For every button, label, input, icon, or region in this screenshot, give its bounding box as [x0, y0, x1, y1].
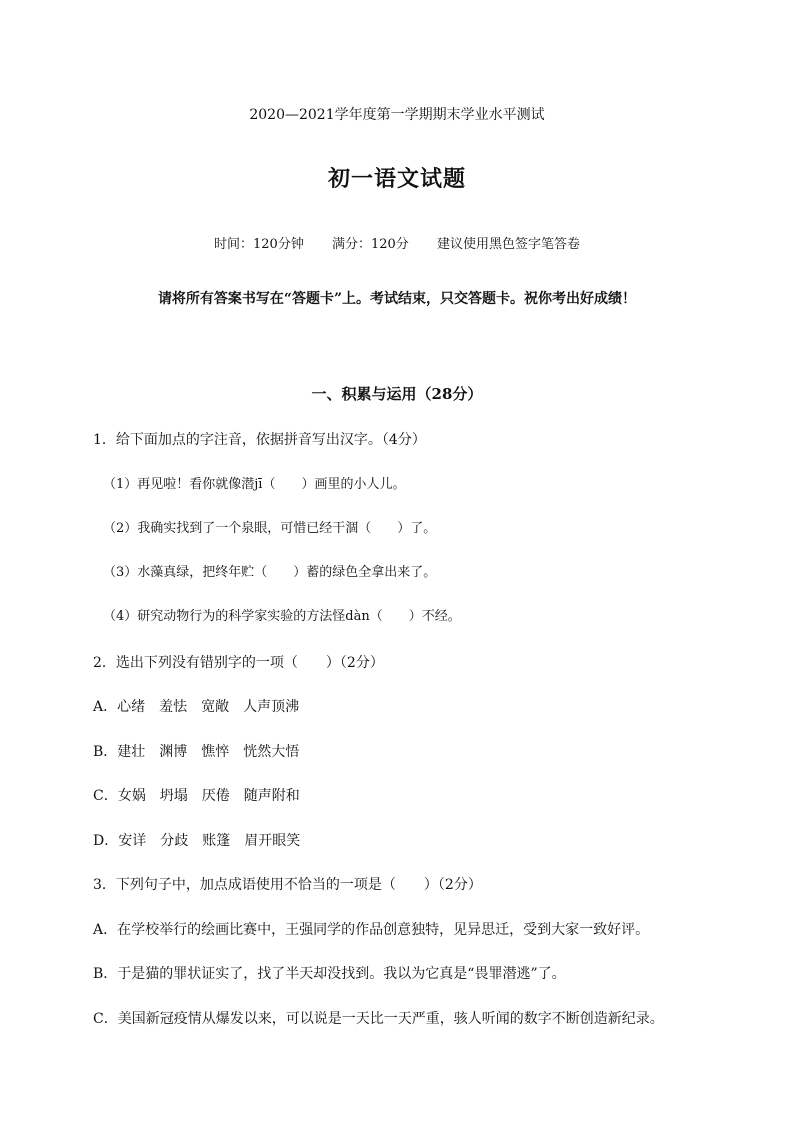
question-2-option: B．建壮 渊博 憔悴 恍然大悟 — [93, 744, 300, 760]
exam-pen-advice: 建议使用黑色签字笔答卷 — [436, 237, 580, 252]
question-3-option: C．美国新冠疫情从爆发以来，可以说是一天比一天严重，骇人听闻的数字不断创造新纪录。 — [93, 1011, 664, 1027]
exam-time: 时间：120分钟 — [214, 237, 304, 252]
question-1-item: （4）研究动物行为的科学家实验的方法怪dàn（ ）不经。 — [103, 609, 461, 624]
question-1-stem: 1．给下面加点的字注音，依据拼音写出汉字。（4分） — [93, 432, 426, 448]
question-1-item: （1）再见啦！看你就像潜jī（ ）画里的小人儿。 — [103, 477, 406, 492]
question-3-option: B．于是猫的罪状证实了，找了半天却没找到。我以为它真是“畏罪潜逃”了。 — [93, 966, 566, 982]
question-1-item: （2）我确实找到了一个泉眼，可惜已经干涸（ ）了。 — [103, 521, 437, 536]
question-3-stem: 3．下列句子中，加点成语使用不恰当的一项是（ ）（2分） — [93, 877, 482, 893]
exam-notice: 请将所有答案书写在“答题卡”上。考试结束，只交答题卡。祝你考出好成绩！ — [157, 291, 637, 307]
question-3-option: A．在学校举行的绘画比赛中，王强同学的作品创意独特，见异思迁，受到大家一致好评。 — [93, 922, 650, 938]
section-title: 一、积累与运用（28分） — [311, 385, 483, 403]
exam-info — [0, 238, 794, 251]
question-2-option: D．安详 分歧 账篷 眉开眼笑 — [93, 833, 301, 849]
subject-title: 初一语文试题 — [327, 166, 466, 192]
question-2-option: C．女娲 坍塌 厌倦 随声附和 — [93, 788, 300, 804]
exam-title: 2020—2021学年度第一学期期末学业水平测试 — [249, 107, 545, 123]
question-1-item: （3）水藻真绿，把终年贮（ ）蓄的绿色全拿出来了。 — [103, 565, 437, 580]
exam-full-score: 满分：120分 — [331, 237, 409, 252]
question-2-stem: 2．选出下列没有错别字的一项（ ）（2分） — [93, 655, 384, 671]
question-2-option: A．心绪 羞怯 宽敞 人声顶沸 — [93, 699, 300, 715]
